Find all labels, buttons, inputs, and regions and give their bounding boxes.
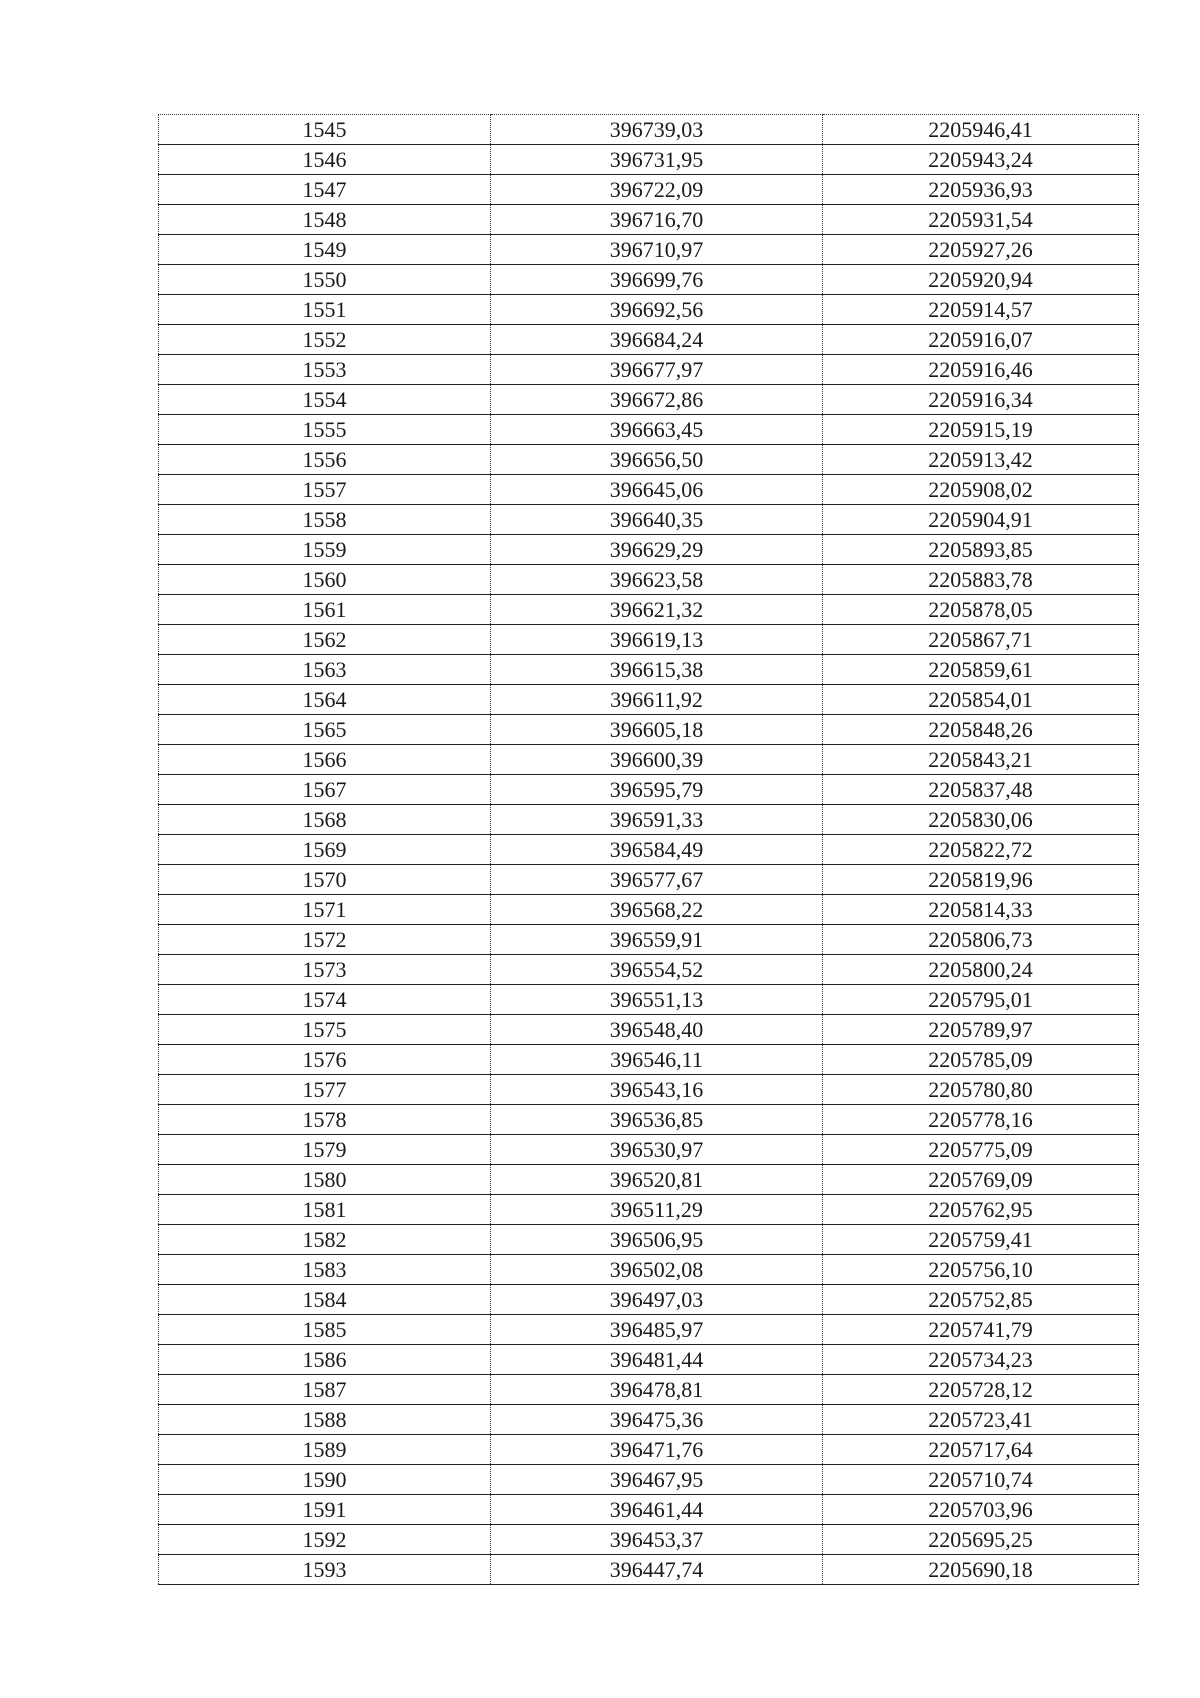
- table-row: [159, 295, 1139, 325]
- x-coordinate-cell: 396595,79: [491, 775, 823, 805]
- y-coordinate-cell: 2205780,80: [823, 1075, 1139, 1105]
- x-coordinate-cell: 396554,52: [491, 955, 823, 985]
- x-coordinate-cell: 396692,56: [491, 295, 823, 325]
- x-coordinate-cell: 396543,16: [491, 1075, 823, 1105]
- x-coordinate-cell: 396600,39: [491, 745, 823, 775]
- x-coordinate-cell: 396559,91: [491, 925, 823, 955]
- y-coordinate-cell: 2205916,34: [823, 385, 1139, 415]
- point-number-cell: 1587: [159, 1375, 491, 1405]
- y-coordinate-cell: 2205789,97: [823, 1015, 1139, 1045]
- point-number-cell: 1576: [159, 1045, 491, 1075]
- y-coordinate-cell: 2205728,12: [823, 1375, 1139, 1405]
- y-coordinate-cell: 2205931,54: [823, 205, 1139, 235]
- y-coordinate-cell: 2205915,19: [823, 415, 1139, 445]
- table-row: [159, 565, 1139, 595]
- table-row: [159, 535, 1139, 565]
- point-number-cell: 1547: [159, 175, 491, 205]
- table-row: [159, 1435, 1139, 1465]
- table-row: [159, 745, 1139, 775]
- x-coordinate-cell: 396591,33: [491, 805, 823, 835]
- x-coordinate-cell: 396645,06: [491, 475, 823, 505]
- point-number-cell: 1561: [159, 595, 491, 625]
- point-number-cell: 1579: [159, 1135, 491, 1165]
- y-coordinate-cell: 2205914,57: [823, 295, 1139, 325]
- point-number-cell: 1592: [159, 1525, 491, 1555]
- table-row: [159, 1285, 1139, 1315]
- table-row: [159, 145, 1139, 175]
- y-coordinate-cell: 2205695,25: [823, 1525, 1139, 1555]
- table-row: [159, 175, 1139, 205]
- table-row: [159, 1225, 1139, 1255]
- y-coordinate-cell: 2205723,41: [823, 1405, 1139, 1435]
- point-number-cell: 1563: [159, 655, 491, 685]
- point-number-cell: 1565: [159, 715, 491, 745]
- table-row: [159, 355, 1139, 385]
- point-number-cell: 1562: [159, 625, 491, 655]
- x-coordinate-cell: 396640,35: [491, 505, 823, 535]
- y-coordinate-cell: 2205819,96: [823, 865, 1139, 895]
- point-number-cell: 1554: [159, 385, 491, 415]
- point-number-cell: 1591: [159, 1495, 491, 1525]
- y-coordinate-cell: 2205916,46: [823, 355, 1139, 385]
- point-number-cell: 1593: [159, 1555, 491, 1585]
- table-row: [159, 235, 1139, 265]
- point-number-cell: 1569: [159, 835, 491, 865]
- point-number-cell: 1551: [159, 295, 491, 325]
- x-coordinate-cell: 396568,22: [491, 895, 823, 925]
- x-coordinate-cell: 396615,38: [491, 655, 823, 685]
- table-row: [159, 595, 1139, 625]
- x-coordinate-cell: 396536,85: [491, 1105, 823, 1135]
- x-coordinate-cell: 396629,29: [491, 535, 823, 565]
- point-number-cell: 1566: [159, 745, 491, 775]
- y-coordinate-cell: 2205854,01: [823, 685, 1139, 715]
- x-coordinate-cell: 396530,97: [491, 1135, 823, 1165]
- point-number-cell: 1549: [159, 235, 491, 265]
- point-number-cell: 1578: [159, 1105, 491, 1135]
- table-row: [159, 1345, 1139, 1375]
- table-row: [159, 265, 1139, 295]
- point-number-cell: 1548: [159, 205, 491, 235]
- point-number-cell: 1567: [159, 775, 491, 805]
- x-coordinate-cell: 396511,29: [491, 1195, 823, 1225]
- y-coordinate-cell: 2205943,24: [823, 145, 1139, 175]
- table-row: [159, 1465, 1139, 1495]
- point-number-cell: 1555: [159, 415, 491, 445]
- table-row: [159, 1495, 1139, 1525]
- x-coordinate-cell: 396731,95: [491, 145, 823, 175]
- y-coordinate-cell: 2205920,94: [823, 265, 1139, 295]
- y-coordinate-cell: 2205759,41: [823, 1225, 1139, 1255]
- coordinates-table-body: [159, 115, 1139, 1585]
- y-coordinate-cell: 2205785,09: [823, 1045, 1139, 1075]
- point-number-cell: 1589: [159, 1435, 491, 1465]
- point-number-cell: 1553: [159, 355, 491, 385]
- point-number-cell: 1580: [159, 1165, 491, 1195]
- x-coordinate-cell: 396467,95: [491, 1465, 823, 1495]
- point-number-cell: 1575: [159, 1015, 491, 1045]
- point-number-cell: 1552: [159, 325, 491, 355]
- x-coordinate-cell: 396475,36: [491, 1405, 823, 1435]
- point-number-cell: 1584: [159, 1285, 491, 1315]
- y-coordinate-cell: 2205830,06: [823, 805, 1139, 835]
- y-coordinate-cell: 2205806,73: [823, 925, 1139, 955]
- point-number-cell: 1581: [159, 1195, 491, 1225]
- y-coordinate-cell: 2205800,24: [823, 955, 1139, 985]
- coordinates-table: [158, 114, 1139, 1585]
- table-row: [159, 865, 1139, 895]
- x-coordinate-cell: 396699,76: [491, 265, 823, 295]
- x-coordinate-cell: 396605,18: [491, 715, 823, 745]
- y-coordinate-cell: 2205927,26: [823, 235, 1139, 265]
- table-row: [159, 1015, 1139, 1045]
- y-coordinate-cell: 2205867,71: [823, 625, 1139, 655]
- point-number-cell: 1573: [159, 955, 491, 985]
- table-row: [159, 1255, 1139, 1285]
- y-coordinate-cell: 2205756,10: [823, 1255, 1139, 1285]
- y-coordinate-cell: 2205752,85: [823, 1285, 1139, 1315]
- y-coordinate-cell: 2205837,48: [823, 775, 1139, 805]
- y-coordinate-cell: 2205741,79: [823, 1315, 1139, 1345]
- y-coordinate-cell: 2205859,61: [823, 655, 1139, 685]
- x-coordinate-cell: 396621,32: [491, 595, 823, 625]
- y-coordinate-cell: 2205848,26: [823, 715, 1139, 745]
- y-coordinate-cell: 2205762,95: [823, 1195, 1139, 1225]
- table-row: [159, 775, 1139, 805]
- y-coordinate-cell: 2205908,02: [823, 475, 1139, 505]
- x-coordinate-cell: 396461,44: [491, 1495, 823, 1525]
- table-row: [159, 625, 1139, 655]
- x-coordinate-cell: 396520,81: [491, 1165, 823, 1195]
- x-coordinate-cell: 396623,58: [491, 565, 823, 595]
- table-row: [159, 715, 1139, 745]
- table-row: [159, 895, 1139, 925]
- y-coordinate-cell: 2205893,85: [823, 535, 1139, 565]
- x-coordinate-cell: 396546,11: [491, 1045, 823, 1075]
- y-coordinate-cell: 2205822,72: [823, 835, 1139, 865]
- y-coordinate-cell: 2205843,21: [823, 745, 1139, 775]
- x-coordinate-cell: 396453,37: [491, 1525, 823, 1555]
- table-row: [159, 385, 1139, 415]
- table-row: [159, 985, 1139, 1015]
- x-coordinate-cell: 396447,74: [491, 1555, 823, 1585]
- x-coordinate-cell: 396677,97: [491, 355, 823, 385]
- point-number-cell: 1556: [159, 445, 491, 475]
- x-coordinate-cell: 396716,70: [491, 205, 823, 235]
- point-number-cell: 1570: [159, 865, 491, 895]
- x-coordinate-cell: 396710,97: [491, 235, 823, 265]
- x-coordinate-cell: 396497,03: [491, 1285, 823, 1315]
- table-row: [159, 685, 1139, 715]
- y-coordinate-cell: 2205734,23: [823, 1345, 1139, 1375]
- table-row: [159, 1045, 1139, 1075]
- x-coordinate-cell: 396611,92: [491, 685, 823, 715]
- y-coordinate-cell: 2205778,16: [823, 1105, 1139, 1135]
- x-coordinate-cell: 396577,67: [491, 865, 823, 895]
- y-coordinate-cell: 2205883,78: [823, 565, 1139, 595]
- point-number-cell: 1546: [159, 145, 491, 175]
- y-coordinate-cell: 2205913,42: [823, 445, 1139, 475]
- x-coordinate-cell: 396481,44: [491, 1345, 823, 1375]
- point-number-cell: 1545: [159, 115, 491, 145]
- point-number-cell: 1583: [159, 1255, 491, 1285]
- y-coordinate-cell: 2205775,09: [823, 1135, 1139, 1165]
- x-coordinate-cell: 396619,13: [491, 625, 823, 655]
- point-number-cell: 1590: [159, 1465, 491, 1495]
- point-number-cell: 1557: [159, 475, 491, 505]
- table-row: [159, 805, 1139, 835]
- y-coordinate-cell: 2205710,74: [823, 1465, 1139, 1495]
- x-coordinate-cell: 396551,13: [491, 985, 823, 1015]
- y-coordinate-cell: 2205916,07: [823, 325, 1139, 355]
- x-coordinate-cell: 396502,08: [491, 1255, 823, 1285]
- y-coordinate-cell: 2205795,01: [823, 985, 1139, 1015]
- x-coordinate-cell: 396722,09: [491, 175, 823, 205]
- y-coordinate-cell: 2205690,18: [823, 1555, 1139, 1585]
- point-number-cell: 1588: [159, 1405, 491, 1435]
- point-number-cell: 1571: [159, 895, 491, 925]
- point-number-cell: 1550: [159, 265, 491, 295]
- point-number-cell: 1574: [159, 985, 491, 1015]
- table-row: [159, 505, 1139, 535]
- table-row: [159, 1375, 1139, 1405]
- table-row: [159, 415, 1139, 445]
- y-coordinate-cell: 2205904,91: [823, 505, 1139, 535]
- y-coordinate-cell: 2205703,96: [823, 1495, 1139, 1525]
- table-row: [159, 1105, 1139, 1135]
- point-number-cell: 1559: [159, 535, 491, 565]
- point-number-cell: 1577: [159, 1075, 491, 1105]
- y-coordinate-cell: 2205769,09: [823, 1165, 1139, 1195]
- x-coordinate-cell: 396471,76: [491, 1435, 823, 1465]
- point-number-cell: 1585: [159, 1315, 491, 1345]
- table-row: [159, 205, 1139, 235]
- x-coordinate-cell: 396584,49: [491, 835, 823, 865]
- x-coordinate-cell: 396506,95: [491, 1225, 823, 1255]
- y-coordinate-cell: 2205878,05: [823, 595, 1139, 625]
- table-row: [159, 1315, 1139, 1345]
- y-coordinate-cell: 2205946,41: [823, 115, 1139, 145]
- table-row: [159, 325, 1139, 355]
- point-number-cell: 1572: [159, 925, 491, 955]
- y-coordinate-cell: 2205717,64: [823, 1435, 1139, 1465]
- table-row: [159, 115, 1139, 145]
- x-coordinate-cell: 396478,81: [491, 1375, 823, 1405]
- x-coordinate-cell: 396663,45: [491, 415, 823, 445]
- table-row: [159, 655, 1139, 685]
- point-number-cell: 1582: [159, 1225, 491, 1255]
- point-number-cell: 1568: [159, 805, 491, 835]
- table-row: [159, 1165, 1139, 1195]
- table-row: [159, 445, 1139, 475]
- x-coordinate-cell: 396684,24: [491, 325, 823, 355]
- point-number-cell: 1560: [159, 565, 491, 595]
- point-number-cell: 1558: [159, 505, 491, 535]
- table-row: [159, 925, 1139, 955]
- table-row: [159, 1195, 1139, 1225]
- table-row: [159, 475, 1139, 505]
- table-row: [159, 835, 1139, 865]
- x-coordinate-cell: 396656,50: [491, 445, 823, 475]
- table-row: [159, 1075, 1139, 1105]
- x-coordinate-cell: 396739,03: [491, 115, 823, 145]
- x-coordinate-cell: 396548,40: [491, 1015, 823, 1045]
- table-row: [159, 955, 1139, 985]
- point-number-cell: 1586: [159, 1345, 491, 1375]
- y-coordinate-cell: 2205814,33: [823, 895, 1139, 925]
- x-coordinate-cell: 396485,97: [491, 1315, 823, 1345]
- table-row: [159, 1525, 1139, 1555]
- y-coordinate-cell: 2205936,93: [823, 175, 1139, 205]
- point-number-cell: 1564: [159, 685, 491, 715]
- table-row: [159, 1135, 1139, 1165]
- x-coordinate-cell: 396672,86: [491, 385, 823, 415]
- table-row: [159, 1555, 1139, 1585]
- table-row: [159, 1405, 1139, 1435]
